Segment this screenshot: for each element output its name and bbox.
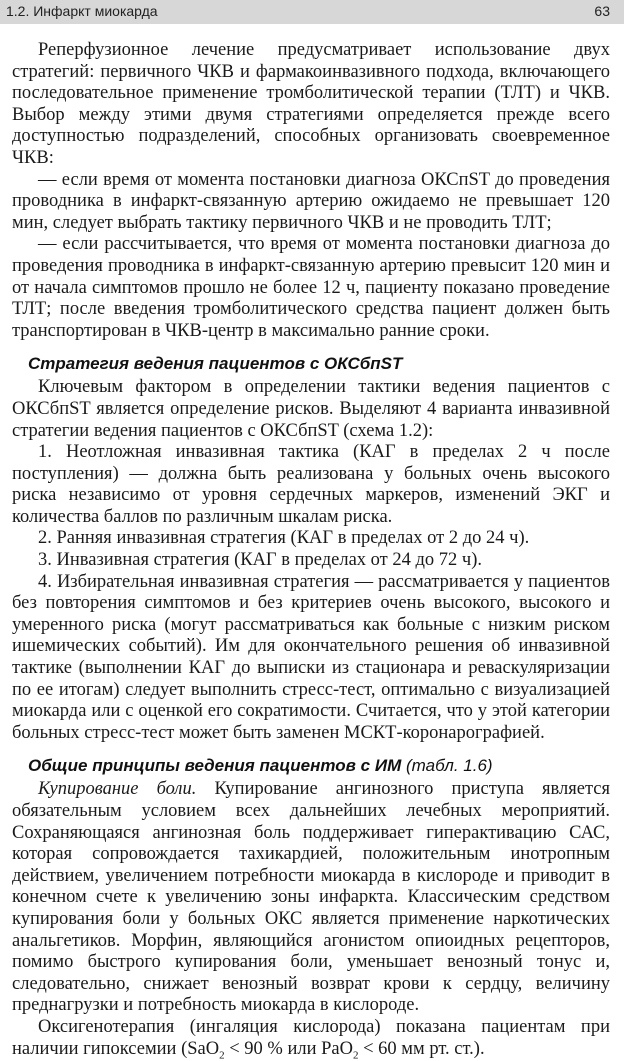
table-reference: (табл. 1.6) (405, 756, 493, 776)
subscript-sao2: 2 (219, 1049, 225, 1061)
paragraph-primary-pci: — если время от момента постановки диагноза ОКСпST до проведения проводника в инфаркт-связанную артерию ожидаемо не превышает 120 мин, следует выбрать тактику первичного ЧКВ и не проводить ТЛТ; (12, 169, 610, 233)
list-item-invasive: 3. Инвазивная стратегия (КАГ в пределах от 24 до 72 ч). (38, 550, 483, 571)
page-number: 63 (594, 3, 610, 19)
paragraph-thrombolysis: — если рассчитывается, что время от момента постановки диагноза до проведения проводника в инфаркт-связанную артерию превысит 120 мин и от начала симптомов прошло не более 12 ч, пациенту показано проведение ТЛТ; после введения тромболитического средства пациент должен быть транспортирован в ЧКВ-центр в максимально ранние сроки. (12, 234, 610, 341)
section-heading-general (12, 744, 610, 779)
section-heading-general-text: Общие принципы ведения пациентов с ИМ (28, 756, 402, 776)
list-item-early: 2. Ранняя инвазивная стратегия (КАГ в пределах от 2 до 24 ч). (38, 528, 530, 549)
term-pain-relief: Купирование боли. (38, 779, 197, 800)
list-item-selective: 4. Избирательная инвазивная стратегия — рассматривается у пациентов без повторения симптомов и без критериев очень высокого, высокого и умеренного риска (могут рассматриваться как больные с низким риском ишемических событий). Им для окончательного решения об инвазивной тактике (выполнении КАГ до выписки из стационара и реваскуляризации по ее итогам) следует выполнить стресс-тест, оптимально с визуализацией миокарда или с оценкой его сократимости. Считается, что у этой категории больных стресс-тест может быть заменен МСКТ-коронарографией. (12, 571, 610, 743)
list-item-urgent: 1. Неотложная инвазивная тактика (КАГ в пределах 2 ч после поступления) — должна быть реализована у больных очень высокого риска независимо от уровня сердечных маркеров, изменений ЭКГ и количества баллов по различным шкалам риска. (12, 442, 610, 527)
running-header (0, 0, 624, 24)
subscript-pao2: 2 (352, 1049, 359, 1061)
section-heading-nstemi: Стратегия ведения пациентов с ОКСбпST (28, 354, 403, 374)
body-text (12, 40, 610, 1060)
oxygen-text-c: < 60 мм рт. ст.). (358, 1038, 485, 1059)
paragraph-pain-relief (12, 779, 610, 1017)
chapter-title: 1.2. Инфаркт миокарда (6, 3, 158, 19)
paragraph-risk: Ключевым фактором в определении тактики ведения пациентов с ОКСбпST является определение рисков. Выделяют 4 варианта инвазивной стратегии ведения пациентов с ОКСбпST (схема 1.2): (12, 377, 610, 441)
paragraph-reperfusion: Реперфузионное лечение предусматривает использование двух стратегий: первичного ЧКВ и фармакоинвазивного подхода, включающего последовательное применение тромболитической терапии (ТЛТ) и ЧКВ. Выбор между этими двумя стратегиями определяется прежде всего доступностью подразделений, способных организовать своевременное ЧКВ: (12, 40, 610, 168)
oxygen-text-a: Оксигенотерапия (ингаляция кислорода) показана пациентам при наличии гипоксемии (SaO (12, 1016, 610, 1059)
paragraph-pain-relief-text: Купирование ангинозного приступа является обязательным условием всех дальнейших лечебных мероприятий. Сохраняющаяся ангинозная боль поддерживает гиперактивацию САС, которая сопровождается тахикардией, положительным инотропным действием, увеличением потребности миокарда в кислороде и приводит в конечном счете к увеличению зоны инфаркта. Классическим средством купирования боли у больных ОКС является применение наркотических анальгетиков. Морфин, являющийся агонистом опиоидных рецепторов, помимо быстрого купирования боли, уменьшает венозный тонус и, следовательно, снижает венозный возврат крови к сердцу, величину преднагрузки и потребность миокарда в кислороде. (12, 779, 611, 1016)
paragraph-oxygen (12, 1017, 610, 1060)
oxygen-text-b: < 90 % или PaO (224, 1038, 353, 1059)
